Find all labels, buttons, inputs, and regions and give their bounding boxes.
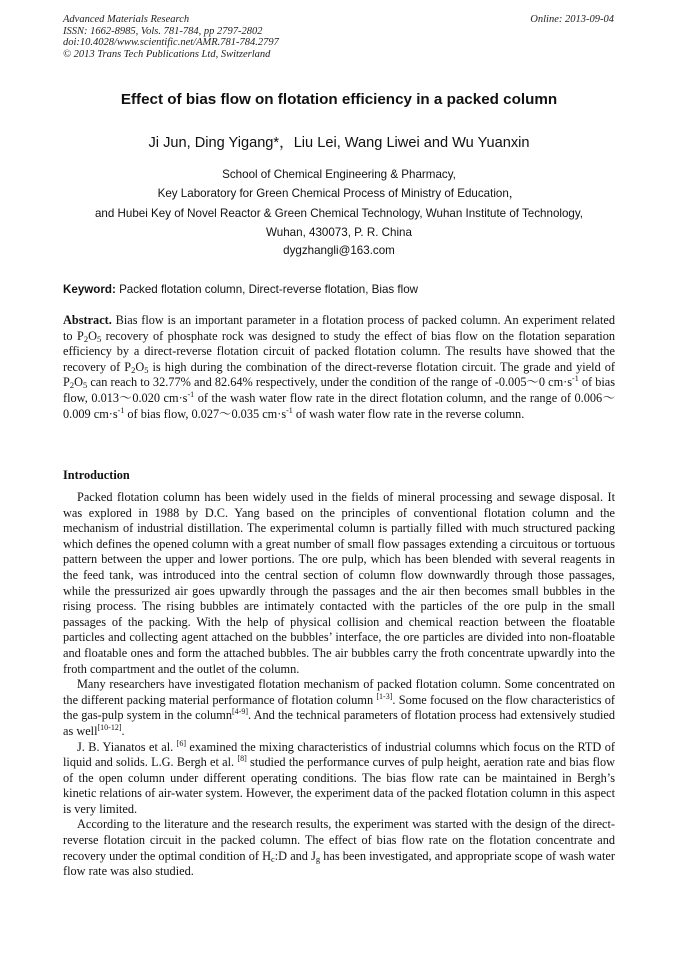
paragraph-text: :D and J xyxy=(274,848,316,863)
journal-header xyxy=(63,14,279,60)
paragraph-text: J. B. Yianatos et al. xyxy=(77,739,177,754)
superscript: -1 xyxy=(187,389,195,399)
author-email[interactable]: dygzhangli@163.com xyxy=(283,244,395,257)
introduction-body xyxy=(63,490,615,880)
affiliation-line: Key Laboratory for Green Chemical Process of Ministry of Education， xyxy=(157,187,521,201)
affiliation-line: and Hubei Key of Novel Reactor & Green Chemical Technology, Wuhan Institute of Technology, xyxy=(94,206,584,220)
paper-authors: Ji Jun, Ding Yigang*，Liu Lei, Wang Liwei and Wu Yuanxin xyxy=(148,135,530,151)
affiliation-line: School of Chemical Engineering & Pharmacy, xyxy=(222,168,456,181)
abstract-text: of the wash water flow rate in the direct flotation column, and the range of 0.006～0.009 cm·s xyxy=(63,390,615,421)
subscript: c xyxy=(270,853,275,864)
paragraph-text: studied the performance curves of pulp height, aeration rate and bias flow of the open column under different operating conditions. The bias flow rate can be maintained in Bergh’s kinetic relations of air-water system. However, the experiment data of the packed flotation column in this aspect is very limited. xyxy=(63,755,616,816)
abstract xyxy=(63,313,615,422)
abstract-label: Abstract. xyxy=(63,313,112,327)
paragraph-text: . xyxy=(121,723,125,738)
paragraph-text: According to the literature and the research results, the experiment was started with the design of the direct-reverse flotation circuit in the packed column. The effect of bias flow rate on the flotation concentrate and recovery under the optimal condition of H xyxy=(63,817,615,863)
journal-copyright: © 2013 Trans Tech Publications Ltd, Switzerland xyxy=(63,48,271,60)
section-heading-introduction: Introduction xyxy=(63,468,130,482)
abstract-text: Bias flow is an important parameter in a flotation process of packed column. An experiment related to P xyxy=(63,313,615,343)
paragraph xyxy=(63,740,615,818)
online-date: Online: 2013-09-04 xyxy=(530,14,614,25)
citation[interactable]: [4-9] xyxy=(232,707,249,717)
abstract-text: of bias flow, 0.027～0.035 cm·s xyxy=(124,406,287,421)
paragraph-text: Many researchers have investigated flotation mechanism of packed flotation column. Some concentrated on the different packing material performance of flotation column xyxy=(63,677,615,707)
journal-name: Advanced Materials Research xyxy=(63,14,190,25)
keyword-list: Packed flotation column, Direct-reverse flotation, Bias flow xyxy=(119,283,419,296)
journal-issn: ISSN: 1662-8985, Vols. 781-784, pp 2797-2802 xyxy=(63,25,263,37)
subscript: 5 xyxy=(144,364,149,375)
citation[interactable]: [1-3] xyxy=(376,691,393,701)
abstract-text: O xyxy=(88,328,97,343)
subscript: 2 xyxy=(83,333,89,344)
affiliation-line: Wuhan, 430073, P. R. China xyxy=(266,225,412,239)
keywords xyxy=(63,283,615,296)
paragraph-text: has been investigated, and appropriate scope of wash water flow rate was also studied. xyxy=(63,848,615,879)
subscript: 2 xyxy=(131,364,136,375)
superscript: -1 xyxy=(117,405,125,415)
abstract-text: recovery of phosphate rock was designed to study the effect of bias flow on the flotation separation efficiency by a direct-reverse flotation circuit of packed flotation column. The results have showed that the recovery of P xyxy=(63,328,615,374)
abstract-text: of wash water flow rate in the reverse column. xyxy=(292,406,525,421)
paragraph xyxy=(63,817,615,879)
subscript: 5 xyxy=(96,333,102,344)
citation[interactable]: [10-12] xyxy=(97,722,122,732)
superscript: -1 xyxy=(572,374,579,384)
paragraph: Packed flotation column has been widely used in the fields of mineral processing and sewage disposal. It was explored in 1988 by D.C. Yang based on the principles of conventional flotation column and the mechanism of industrial distillation. The experimental column is partially filled with much structured packing which defines the opened column with a great number of small flow passages extending a circuitous or tortuous pattern between the upper and lower portions. The ore pulp, which has been blended with several reagents in the feed tank, was introduced into the central section of column flow downwardly through those passages, while the pressurized air goes upwardly through the passages and the air then becomes small bubbles in the rising process. The rising bubbles are intimately contacted with the particles of the ore pulp in the small passages of the packing. With the help of physical collision and chemical reaction between the floatable particles and collecting agent attached on the bubbles’ interface, the ore particles are divided into non-floatable and floatable ones and form the attached bubbles. The air bubbles carry the froth concentrate upwardly into the froth compartment and the outlet of the column. xyxy=(63,490,615,676)
abstract-text: O xyxy=(135,359,145,374)
abstract-text: of bias flow, 0.013～0.020 cm·s xyxy=(63,375,615,405)
subscript: 2 xyxy=(69,380,75,391)
subscript: g xyxy=(315,853,321,864)
paragraph xyxy=(63,677,615,739)
paragraph-text: . Some focused on the flow characteristics of the gas-pulp system in the column xyxy=(63,692,615,723)
affiliation xyxy=(0,165,678,242)
paper-title: Effect of bias flow on flotation efficiency in a packed column xyxy=(120,91,558,108)
abstract-text: is high during the combination of the direct-reverse flotation circuit. The grade and yield of P xyxy=(63,359,615,390)
citation[interactable]: [6] xyxy=(176,738,186,748)
superscript: -1 xyxy=(286,405,293,415)
keyword-label: Keyword: xyxy=(63,283,116,296)
abstract-text: O xyxy=(74,375,83,390)
abstract-text: can reach to 32.77% and 82.64% respectively, under the condition of the range of -0.005～0 cm·s xyxy=(87,375,573,390)
paragraph-text: . And the technical parameters of flotation process had extensively studied as well xyxy=(63,708,616,738)
journal-doi: doi:10.4028/www.scientific.net/AMR.781-784.2797 xyxy=(63,37,279,49)
paragraph-text: examined the mixing characteristics of industrial columns which focus on the RTD of liquid and solids. L.G. Bergh et al. xyxy=(63,739,615,770)
subscript: 5 xyxy=(82,380,88,391)
citation[interactable]: [8] xyxy=(237,754,247,764)
